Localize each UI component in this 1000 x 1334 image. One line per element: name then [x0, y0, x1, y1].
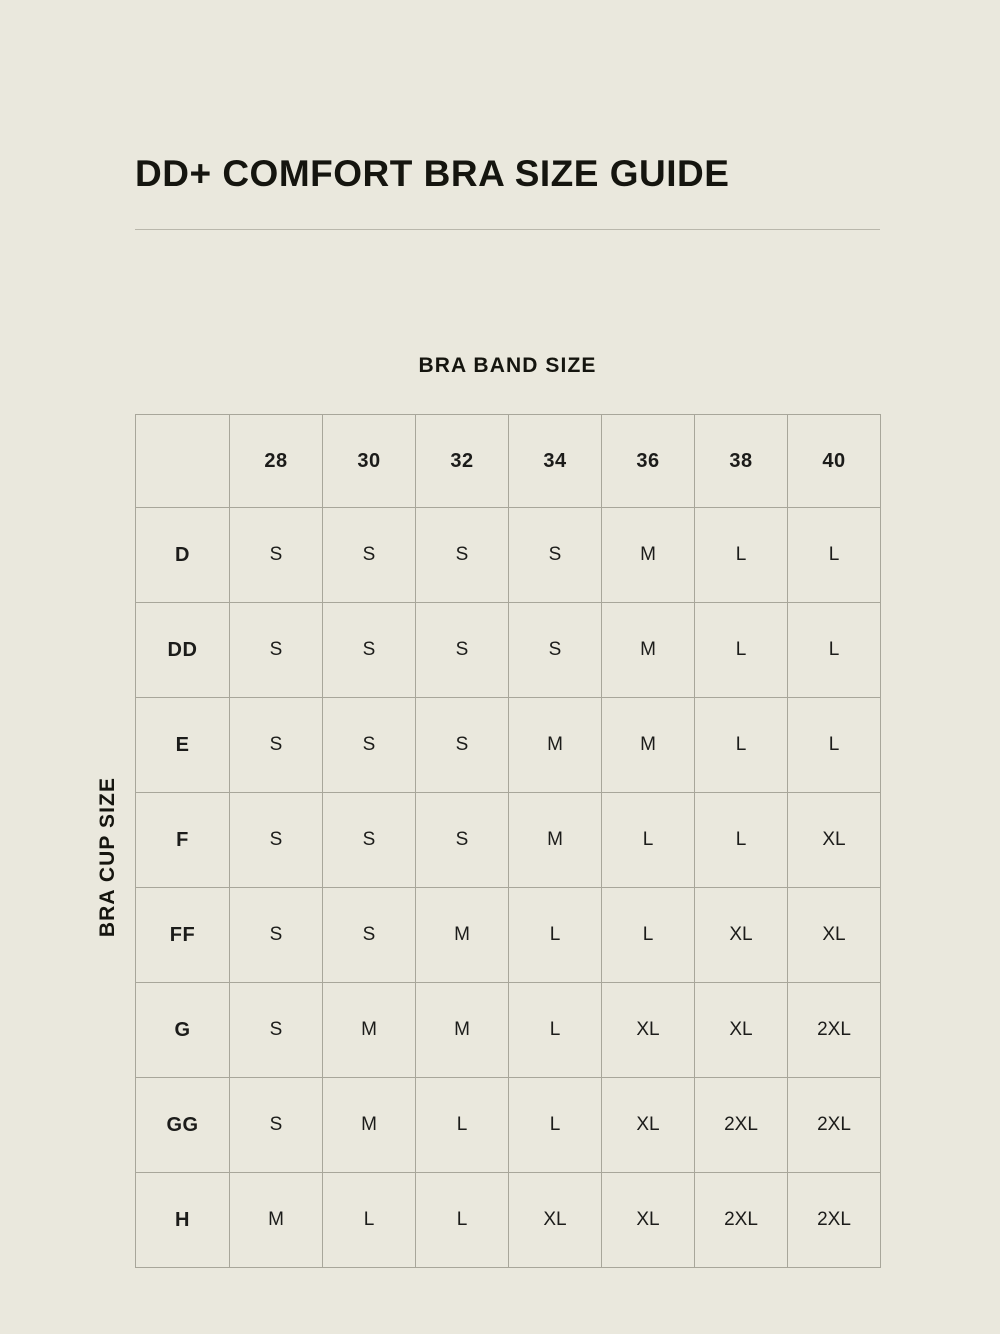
- band-size-header: 36: [602, 415, 695, 508]
- size-cell: M: [602, 508, 695, 603]
- title-divider: [135, 229, 880, 230]
- size-cell: S: [323, 793, 416, 888]
- size-cell: S: [230, 1078, 323, 1173]
- size-cell: 2XL: [788, 1173, 881, 1268]
- size-cell: XL: [695, 888, 788, 983]
- size-cell: L: [788, 508, 881, 603]
- table-row: [136, 1078, 881, 1173]
- size-cell: S: [416, 698, 509, 793]
- cup-size-header: GG: [136, 1078, 230, 1173]
- cup-size-header: FF: [136, 888, 230, 983]
- size-cell: 2XL: [788, 983, 881, 1078]
- cup-size-header: H: [136, 1173, 230, 1268]
- table-row: [136, 603, 881, 698]
- size-cell: XL: [695, 983, 788, 1078]
- size-cell: S: [323, 888, 416, 983]
- size-cell: S: [230, 793, 323, 888]
- size-cell: 2XL: [695, 1078, 788, 1173]
- size-cell: XL: [788, 888, 881, 983]
- size-cell: S: [323, 508, 416, 603]
- cup-size-header: E: [136, 698, 230, 793]
- size-cell: XL: [788, 793, 881, 888]
- table-row: [136, 888, 881, 983]
- size-chart-table: [135, 414, 881, 1268]
- size-cell: L: [416, 1173, 509, 1268]
- size-cell: L: [695, 508, 788, 603]
- size-cell: L: [602, 888, 695, 983]
- size-cell: S: [416, 793, 509, 888]
- size-cell: M: [509, 793, 602, 888]
- size-cell: M: [323, 983, 416, 1078]
- size-cell: S: [416, 603, 509, 698]
- cup-size-header: F: [136, 793, 230, 888]
- size-cell: S: [509, 508, 602, 603]
- size-cell: M: [416, 888, 509, 983]
- band-size-header: 32: [416, 415, 509, 508]
- size-cell: L: [695, 698, 788, 793]
- size-cell: S: [230, 508, 323, 603]
- band-size-header: 30: [323, 415, 416, 508]
- size-cell: L: [509, 983, 602, 1078]
- size-cell: L: [602, 793, 695, 888]
- table-row: [136, 508, 881, 603]
- table-row: [136, 983, 881, 1078]
- size-cell: L: [323, 1173, 416, 1268]
- table-corner-cell: [136, 415, 230, 508]
- size-cell: L: [509, 1078, 602, 1173]
- table-row: [136, 793, 881, 888]
- size-cell: XL: [602, 1173, 695, 1268]
- size-cell: XL: [602, 1078, 695, 1173]
- size-cell: 2XL: [695, 1173, 788, 1268]
- size-cell: S: [230, 603, 323, 698]
- table-row: [136, 698, 881, 793]
- band-size-header: 34: [509, 415, 602, 508]
- size-cell: M: [509, 698, 602, 793]
- size-cell: M: [323, 1078, 416, 1173]
- size-cell: S: [509, 603, 602, 698]
- size-cell: L: [695, 793, 788, 888]
- size-cell: S: [323, 603, 416, 698]
- table-row: [136, 1173, 881, 1268]
- size-cell: L: [788, 698, 881, 793]
- size-cell: L: [509, 888, 602, 983]
- size-cell: M: [602, 698, 695, 793]
- cup-axis-label: BRA CUP SIZE: [96, 776, 119, 938]
- size-cell: S: [230, 698, 323, 793]
- size-cell: 2XL: [788, 1078, 881, 1173]
- table-header-row: [136, 415, 881, 508]
- size-cell: S: [230, 983, 323, 1078]
- size-cell: XL: [602, 983, 695, 1078]
- size-cell: S: [230, 888, 323, 983]
- cup-size-header: G: [136, 983, 230, 1078]
- size-cell: M: [602, 603, 695, 698]
- size-cell: S: [323, 698, 416, 793]
- cup-size-header: DD: [136, 603, 230, 698]
- band-size-header: 28: [230, 415, 323, 508]
- size-cell: L: [695, 603, 788, 698]
- band-size-header: 38: [695, 415, 788, 508]
- size-cell: XL: [509, 1173, 602, 1268]
- size-cell: M: [416, 983, 509, 1078]
- band-size-header: 40: [788, 415, 881, 508]
- size-cell: L: [416, 1078, 509, 1173]
- cup-size-header: D: [136, 508, 230, 603]
- size-cell: S: [416, 508, 509, 603]
- page-title: DD+ COMFORT BRA SIZE GUIDE: [135, 152, 730, 194]
- size-cell: M: [230, 1173, 323, 1268]
- band-axis-label: BRA BAND SIZE: [418, 354, 597, 377]
- size-cell: L: [788, 603, 881, 698]
